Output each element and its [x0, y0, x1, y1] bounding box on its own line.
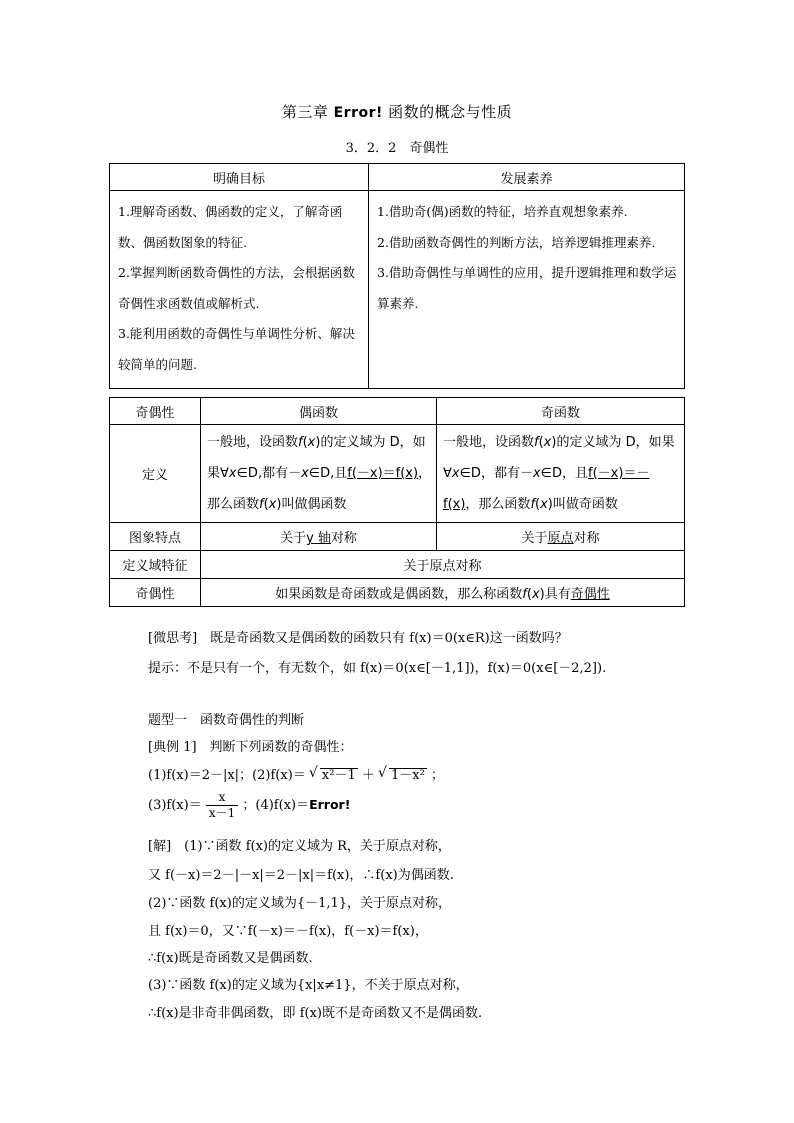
solution-line-7: ∴f(x)是非奇非偶函数，即 f(x)既不是奇函数又不是偶函数. — [148, 1006, 483, 1021]
think-hint: 提示：不是只有一个，有无数个，如 f(x)＝0(x∈[－1,1])，f(x)＝0(x∈[－2,2]). — [148, 661, 607, 676]
definition-label: 定义 — [110, 425, 201, 523]
parity-header-label: 奇偶性 — [110, 398, 201, 425]
literacy-text: 1.借助奇(偶)函数的特征，培养直观想象素养. 2.借助函数奇偶性的判断方法，培养逻辑推理素养. 3.借助奇偶性与单调性的应用，提升逻辑推理和数学运算素养. — [377, 204, 677, 311]
even-condition: f(－x)＝f(x) — [347, 466, 419, 481]
domain-feature-label: 定义域特征 — [110, 551, 201, 579]
error-text: Error! — [333, 105, 383, 121]
sqrt-1: √ x²－1 — [320, 768, 358, 783]
parity-table — [109, 397, 685, 607]
odd-condition: f(－x)＝－f(x) — [443, 466, 650, 512]
example-line-1: (1)f(x)＝2－|x|；(2)f(x)＝ √ x²－1 ＋ √ 1－x² ； — [148, 764, 444, 783]
solution-line-6: (3)∵函数 f(x)的定义域为{x|x≠1}，不关于原点对称， — [148, 978, 469, 993]
example-line-2: (3)f(x)＝ $\frac{x}{x-1}$ ；(4)f(x)＝Error! — [148, 790, 351, 820]
solution-line-1: [解] (1)∵函数 f(x)的定义域为 R，关于原点对称， — [148, 839, 451, 854]
literacy-cell — [369, 191, 685, 389]
fraction: $\frac{x}{x-1}$ — [206, 790, 238, 821]
section-title: 3．2．2 奇偶性 — [345, 141, 449, 156]
even-definition: 一般地，设函数f(x)的定义域为 D，如果∀x∈D,都有－x∈D,且f(－x)＝f(x)，那么函数f(x)叫做偶函数 — [201, 425, 437, 523]
domain-feature: 关于原点对称 — [201, 551, 685, 579]
goals-table — [109, 163, 685, 389]
goals-text: 1.理解奇函数、偶函数的定义，了解奇函数、偶函数图象的特征. 2.掌握判断函数奇偶性的方法，会根据函数奇偶性求函数值或解析式. 3.能利用函数的奇偶性与单调性分析、解决较简单的问题. — [118, 204, 355, 372]
parity-definition: 如果函数是奇函数或是偶函数，那么称函数f(x)具有奇偶性 — [201, 579, 685, 607]
odd-header: 奇函数 — [437, 398, 685, 425]
even-graph-feature: 关于y 轴对称 — [201, 523, 437, 551]
even-header: 偶函数 — [201, 398, 437, 425]
literacy-header: 发展素养 — [369, 164, 685, 191]
solution-line-2: 又 f(－x)＝2－|－x|＝2－|x|＝f(x)，∴f(x)为偶函数. — [148, 868, 454, 883]
chapter-suffix: 函数的概念与性质 — [388, 103, 513, 121]
type-title: 题型一 函数奇偶性的判断 — [148, 713, 305, 728]
think-question: [微思考] 既是奇函数又是偶函数的函数只有 f(x)＝0(x∈R)这一函数吗？ — [148, 631, 568, 646]
example-label: [典例 1] 判断下列函数的奇偶性： — [148, 740, 353, 755]
goals-cell — [110, 191, 369, 389]
odd-definition: 一般地，设函数f(x)的定义域为 D，如果∀x∈D，都有－x∈D，且f(－x)＝－f(x)，那么函数f(x)叫做奇函数 — [437, 425, 685, 523]
chapter-prefix: 第三章 — [281, 103, 329, 121]
parity-label: 奇偶性 — [110, 579, 201, 607]
goals-header: 明确目标 — [110, 164, 369, 191]
solution-line-3: (2)∵函数 f(x)的定义域为{－1,1}，关于原点对称， — [148, 896, 452, 911]
chapter-title — [0, 101, 794, 122]
sqrt-2: √ 1－x² — [389, 768, 427, 783]
solution-line-5: ∴f(x)既是奇函数又是偶函数. — [148, 951, 313, 966]
odd-graph-feature: 关于原点对称 — [437, 523, 685, 551]
solution-line-4: 且 f(x)＝0，又∵f(－x)＝－f(x)，f(－x)＝f(x)， — [148, 924, 428, 939]
graph-feature-label: 图象特点 — [110, 523, 201, 551]
